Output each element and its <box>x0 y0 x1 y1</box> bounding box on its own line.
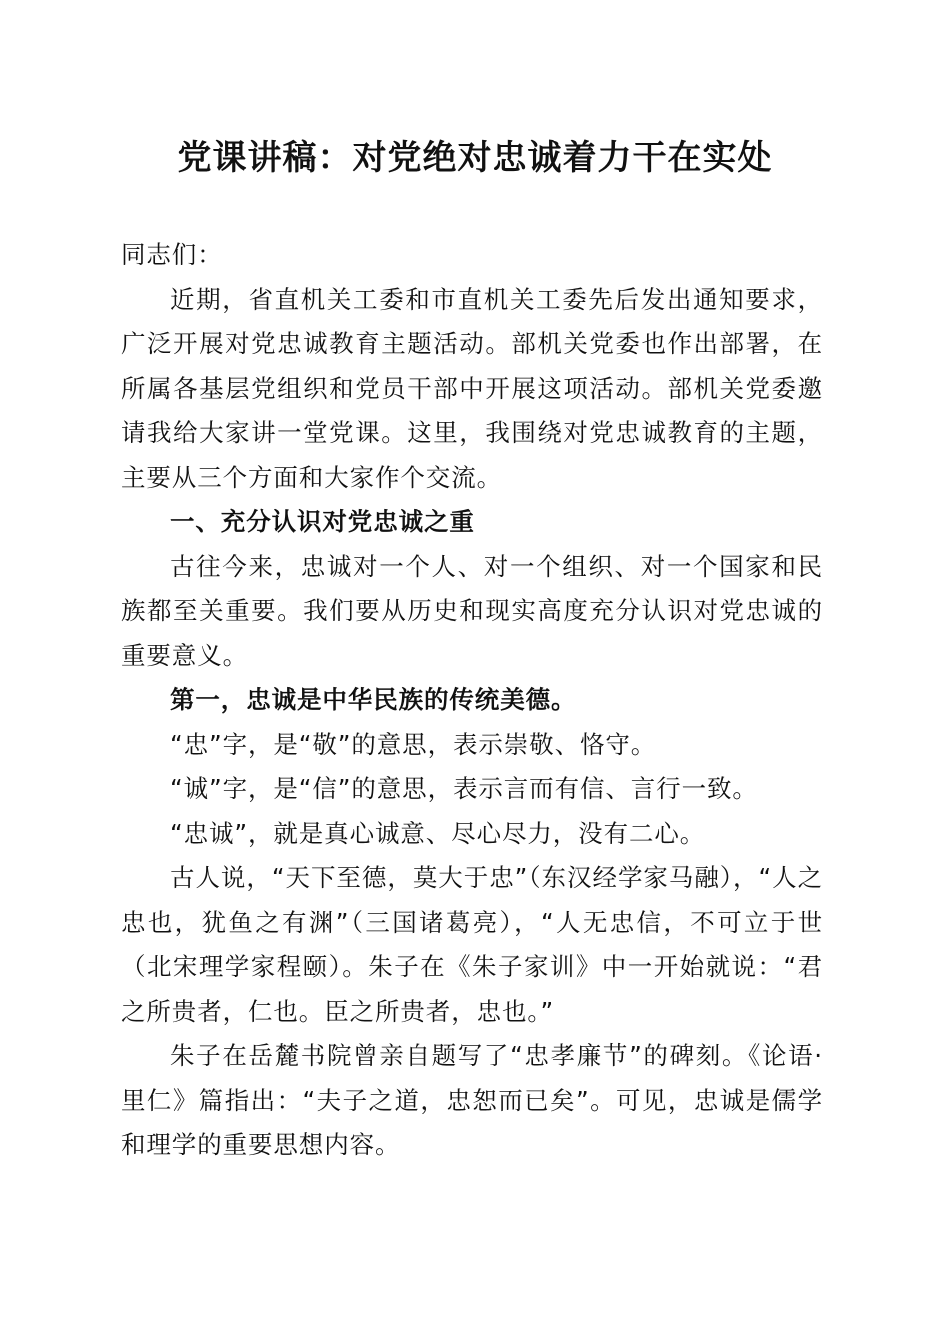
point-1-heading: 第一，忠诚是中华民族的传统美德。 <box>170 685 577 714</box>
document-title: 党课讲稿：对党绝对忠诚着力干在实处 <box>177 138 773 178</box>
quotes-paragraph: 古人说，“天下至德，莫大于忠”（东汉经学家马融），“人之忠也，犹鱼之有渊”（三国诸葛亮），“人无忠信，不可立于世（北宋理学家程颐）。朱子在《朱子家训》中一开始就说：“君之所贵者，仁也。臣之所贵者，忠也。” <box>121 863 823 1026</box>
salutation: 同志们： <box>121 240 223 269</box>
section-heading-1: 一、充分认识对党忠诚之重 <box>170 507 475 536</box>
definition-zhongcheng: “忠诚”，就是真心诚意、尽心尽力，没有二心。 <box>170 818 706 848</box>
section1-intro-paragraph: 古往今来，忠诚对一个人、对一个组织、对一个国家和民族都至关重要。我们要从历史和现实高度充分认识对党忠诚的重要意义。 <box>121 551 823 670</box>
intro-paragraph: 近期，省直机关工委和市直机关工委先后发出通知要求，广泛开展对党忠诚教育主题活动。部机关党委也作出部署，在所属各基层党组织和党员干部中开展这项活动。部机关党委邀请我给大家讲一堂党课。这里，我围绕对党忠诚教育的主题，主要从三个方面和大家作个交流。 <box>121 284 823 492</box>
definition-zhong: “忠”字，是“敬”的意思，表示崇敬、恪守。 <box>170 729 657 759</box>
zhuzi-paragraph: 朱子在岳麓书院曾亲自题写了“忠孝廉节”的碑刻。《论语·里仁》篇指出：“夫子之道，忠恕而已矣”。可见，忠诚是儒学和理学的重要思想内容。 <box>121 1041 823 1159</box>
definition-cheng: “诚”字，是“信”的意思，表示言而有信、言行一致。 <box>170 774 758 803</box>
document-body <box>121 233 823 1168</box>
